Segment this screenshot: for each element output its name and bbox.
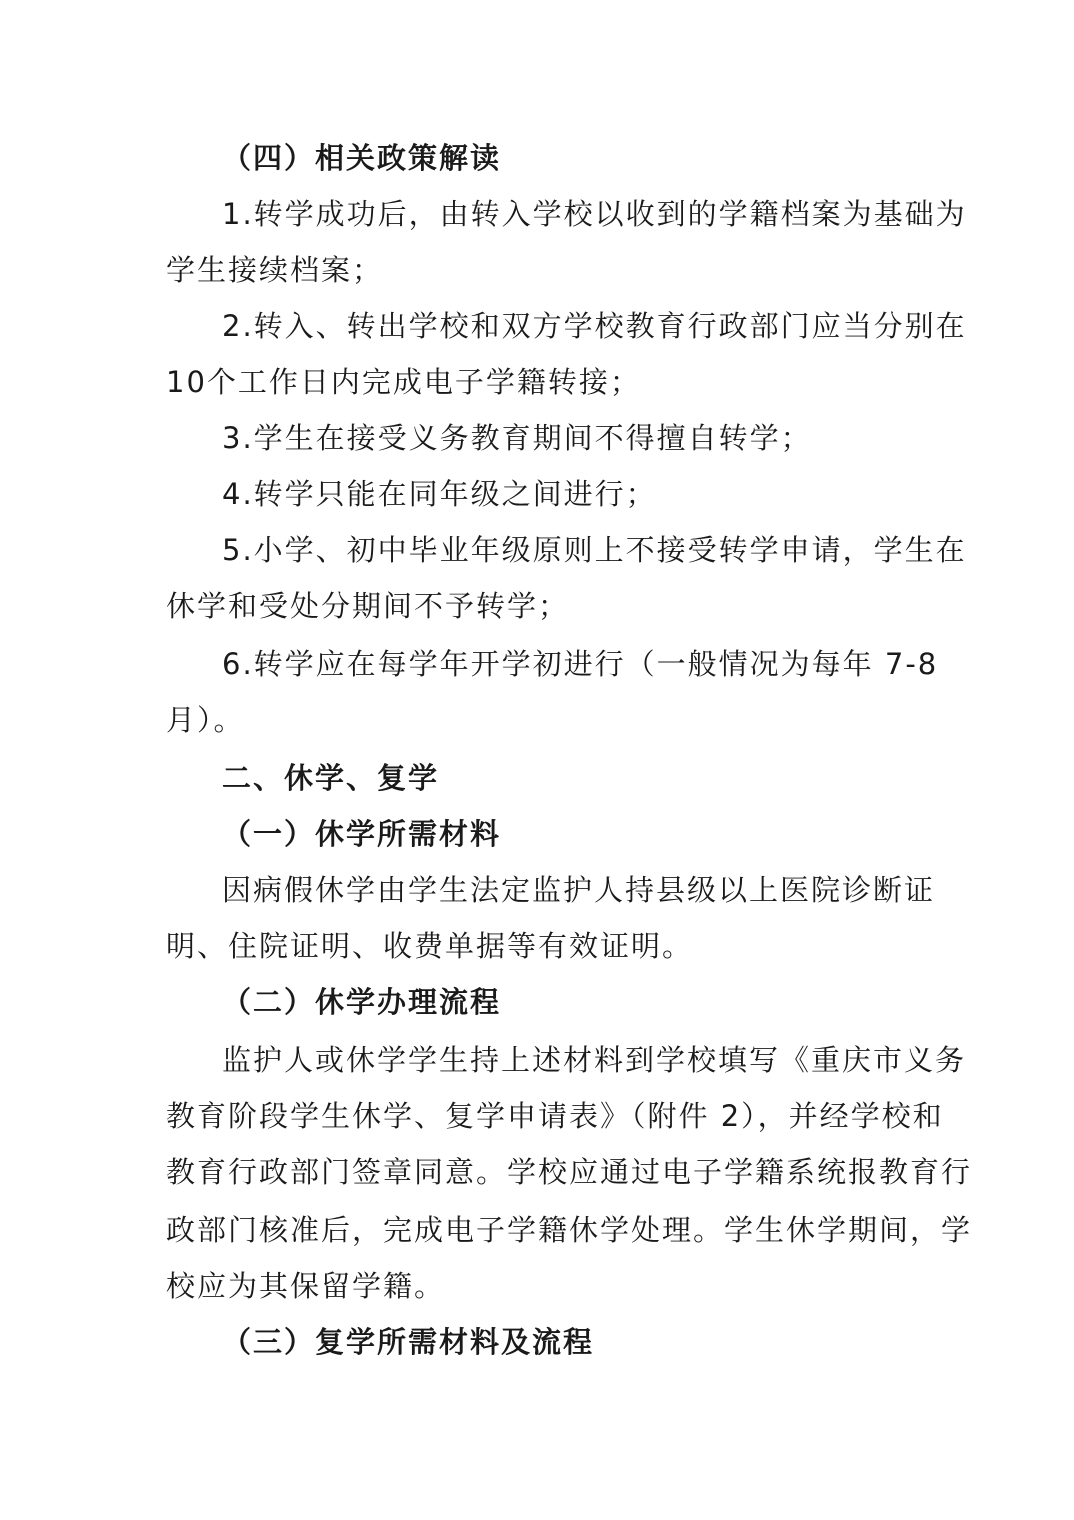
section-heading-suspension-process: （二）休学办理流程 bbox=[222, 985, 502, 1019]
paragraph-line: 教育行政部门签章同意。学校应通过电子学籍系统报教育行 bbox=[166, 1155, 973, 1189]
paragraph-line: 休学和受处分期间不予转学； bbox=[166, 589, 570, 623]
chapter-heading-suspension-resumption: 二、休学、复学 bbox=[222, 761, 440, 795]
paragraph-line: 政部门核准后，完成电子学籍休学处理。学生休学期间，学 bbox=[166, 1213, 973, 1247]
paragraph-line: 3.学生在接受义务教育期间不得擅自转学； bbox=[222, 421, 812, 455]
paragraph-line: 5.小学、初中毕业年级原则上不接受转学申请，学生在 bbox=[222, 533, 967, 567]
paragraph-line: 1.转学成功后，由转入学校以收到的学籍档案为基础为 bbox=[222, 197, 967, 231]
section-heading-suspension-materials: （一）休学所需材料 bbox=[222, 817, 502, 851]
paragraph-line: 明、住院证明、收费单据等有效证明。 bbox=[166, 929, 694, 963]
paragraph-line: 因病假休学由学生法定监护人持县级以上医院诊断证 bbox=[222, 873, 936, 907]
paragraph-line: 6.转学应在每学年开学初进行（一般情况为每年 7-8 bbox=[222, 647, 939, 681]
paragraph-line: 10个工作日内完成电子学籍转接； bbox=[166, 365, 641, 399]
paragraph-line: 月）。 bbox=[166, 703, 245, 737]
paragraph-line: 4.转学只能在同年级之间进行； bbox=[222, 477, 657, 511]
paragraph-line: 校应为其保留学籍。 bbox=[166, 1269, 446, 1303]
paragraph-line: 监护人或休学学生持上述材料到学校填写《重庆市义务 bbox=[222, 1043, 967, 1077]
paragraph-line: 学生接续档案； bbox=[166, 253, 384, 287]
paragraph-line: 2.转入、转出学校和双方学校教育行政部门应当分别在 bbox=[222, 309, 967, 343]
section-heading-resumption-materials-process: （三）复学所需材料及流程 bbox=[222, 1325, 595, 1359]
section-heading-policy-interpretation: （四）相关政策解读 bbox=[222, 141, 502, 175]
paragraph-line: 教育阶段学生休学、复学申请表》（附件 2），并经学校和 bbox=[166, 1099, 944, 1133]
